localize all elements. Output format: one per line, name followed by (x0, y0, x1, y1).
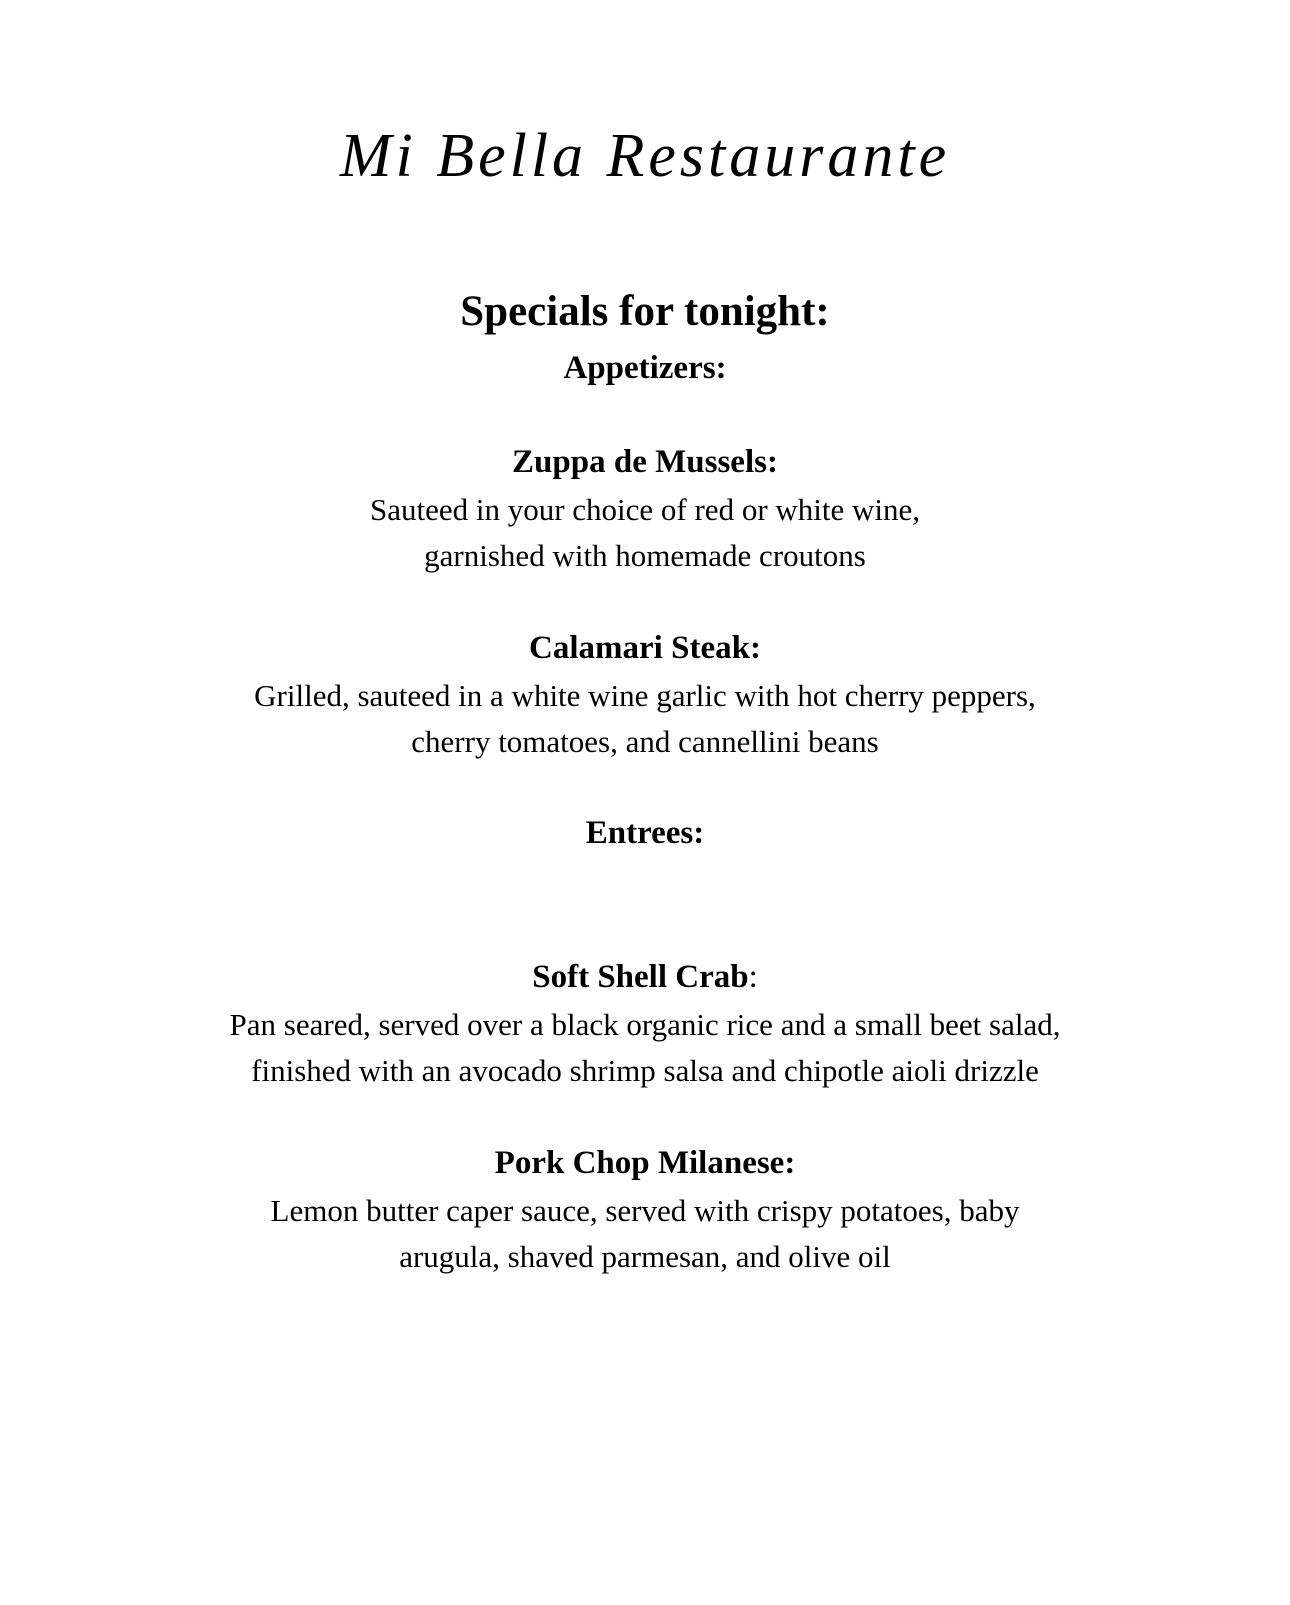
item-name-suffix: : (748, 959, 758, 996)
item-name (0, 625, 1290, 673)
item-name-text: Calamari Steak: (529, 629, 761, 666)
item-description-line: arugula, shaved parmesan, and olive oil (399, 1238, 891, 1274)
item-description-line: Lemon butter caper sauce, served with crispy potatoes, baby (270, 1192, 1020, 1228)
item-description-line: Sauteed in your choice of red or white wine, (369, 492, 921, 528)
menu-item-pork-chop-milanese (0, 1140, 1290, 1280)
item-name (0, 1140, 1290, 1188)
restaurant-title: Mi Bella Restaurante (339, 122, 951, 190)
menu-item-soft-shell-crab (0, 954, 1290, 1094)
item-name (0, 439, 1290, 487)
item-description-line: garnished with homemade croutons (424, 537, 866, 573)
item-description-line: finished with an avocado shrimp salsa and chipotle aioli drizzle (251, 1052, 1039, 1088)
item-description-line: Grilled, sauteed in a white wine garlic with hot cherry peppers, (254, 677, 1036, 713)
item-name (0, 954, 1290, 1002)
item-name-text: Zuppa de Mussels: (512, 444, 778, 481)
menu-item-calamari-steak (0, 625, 1290, 765)
item-name-text: Pork Chop Milanese: (494, 1144, 796, 1181)
item-name-text: Soft Shell Crab (532, 959, 749, 996)
item-description-line: cherry tomatoes, and cannellini beans (411, 723, 879, 759)
section-heading-appetizers: Appetizers: (563, 350, 727, 387)
item-description-line: Pan seared, served over a black organic rice and a small beet salad, (229, 1007, 1061, 1043)
specials-heading: Specials for tonight: (460, 287, 830, 335)
section-heading-entrees: Entrees: (585, 815, 705, 852)
menu-item-zuppa-de-mussels (0, 439, 1290, 579)
